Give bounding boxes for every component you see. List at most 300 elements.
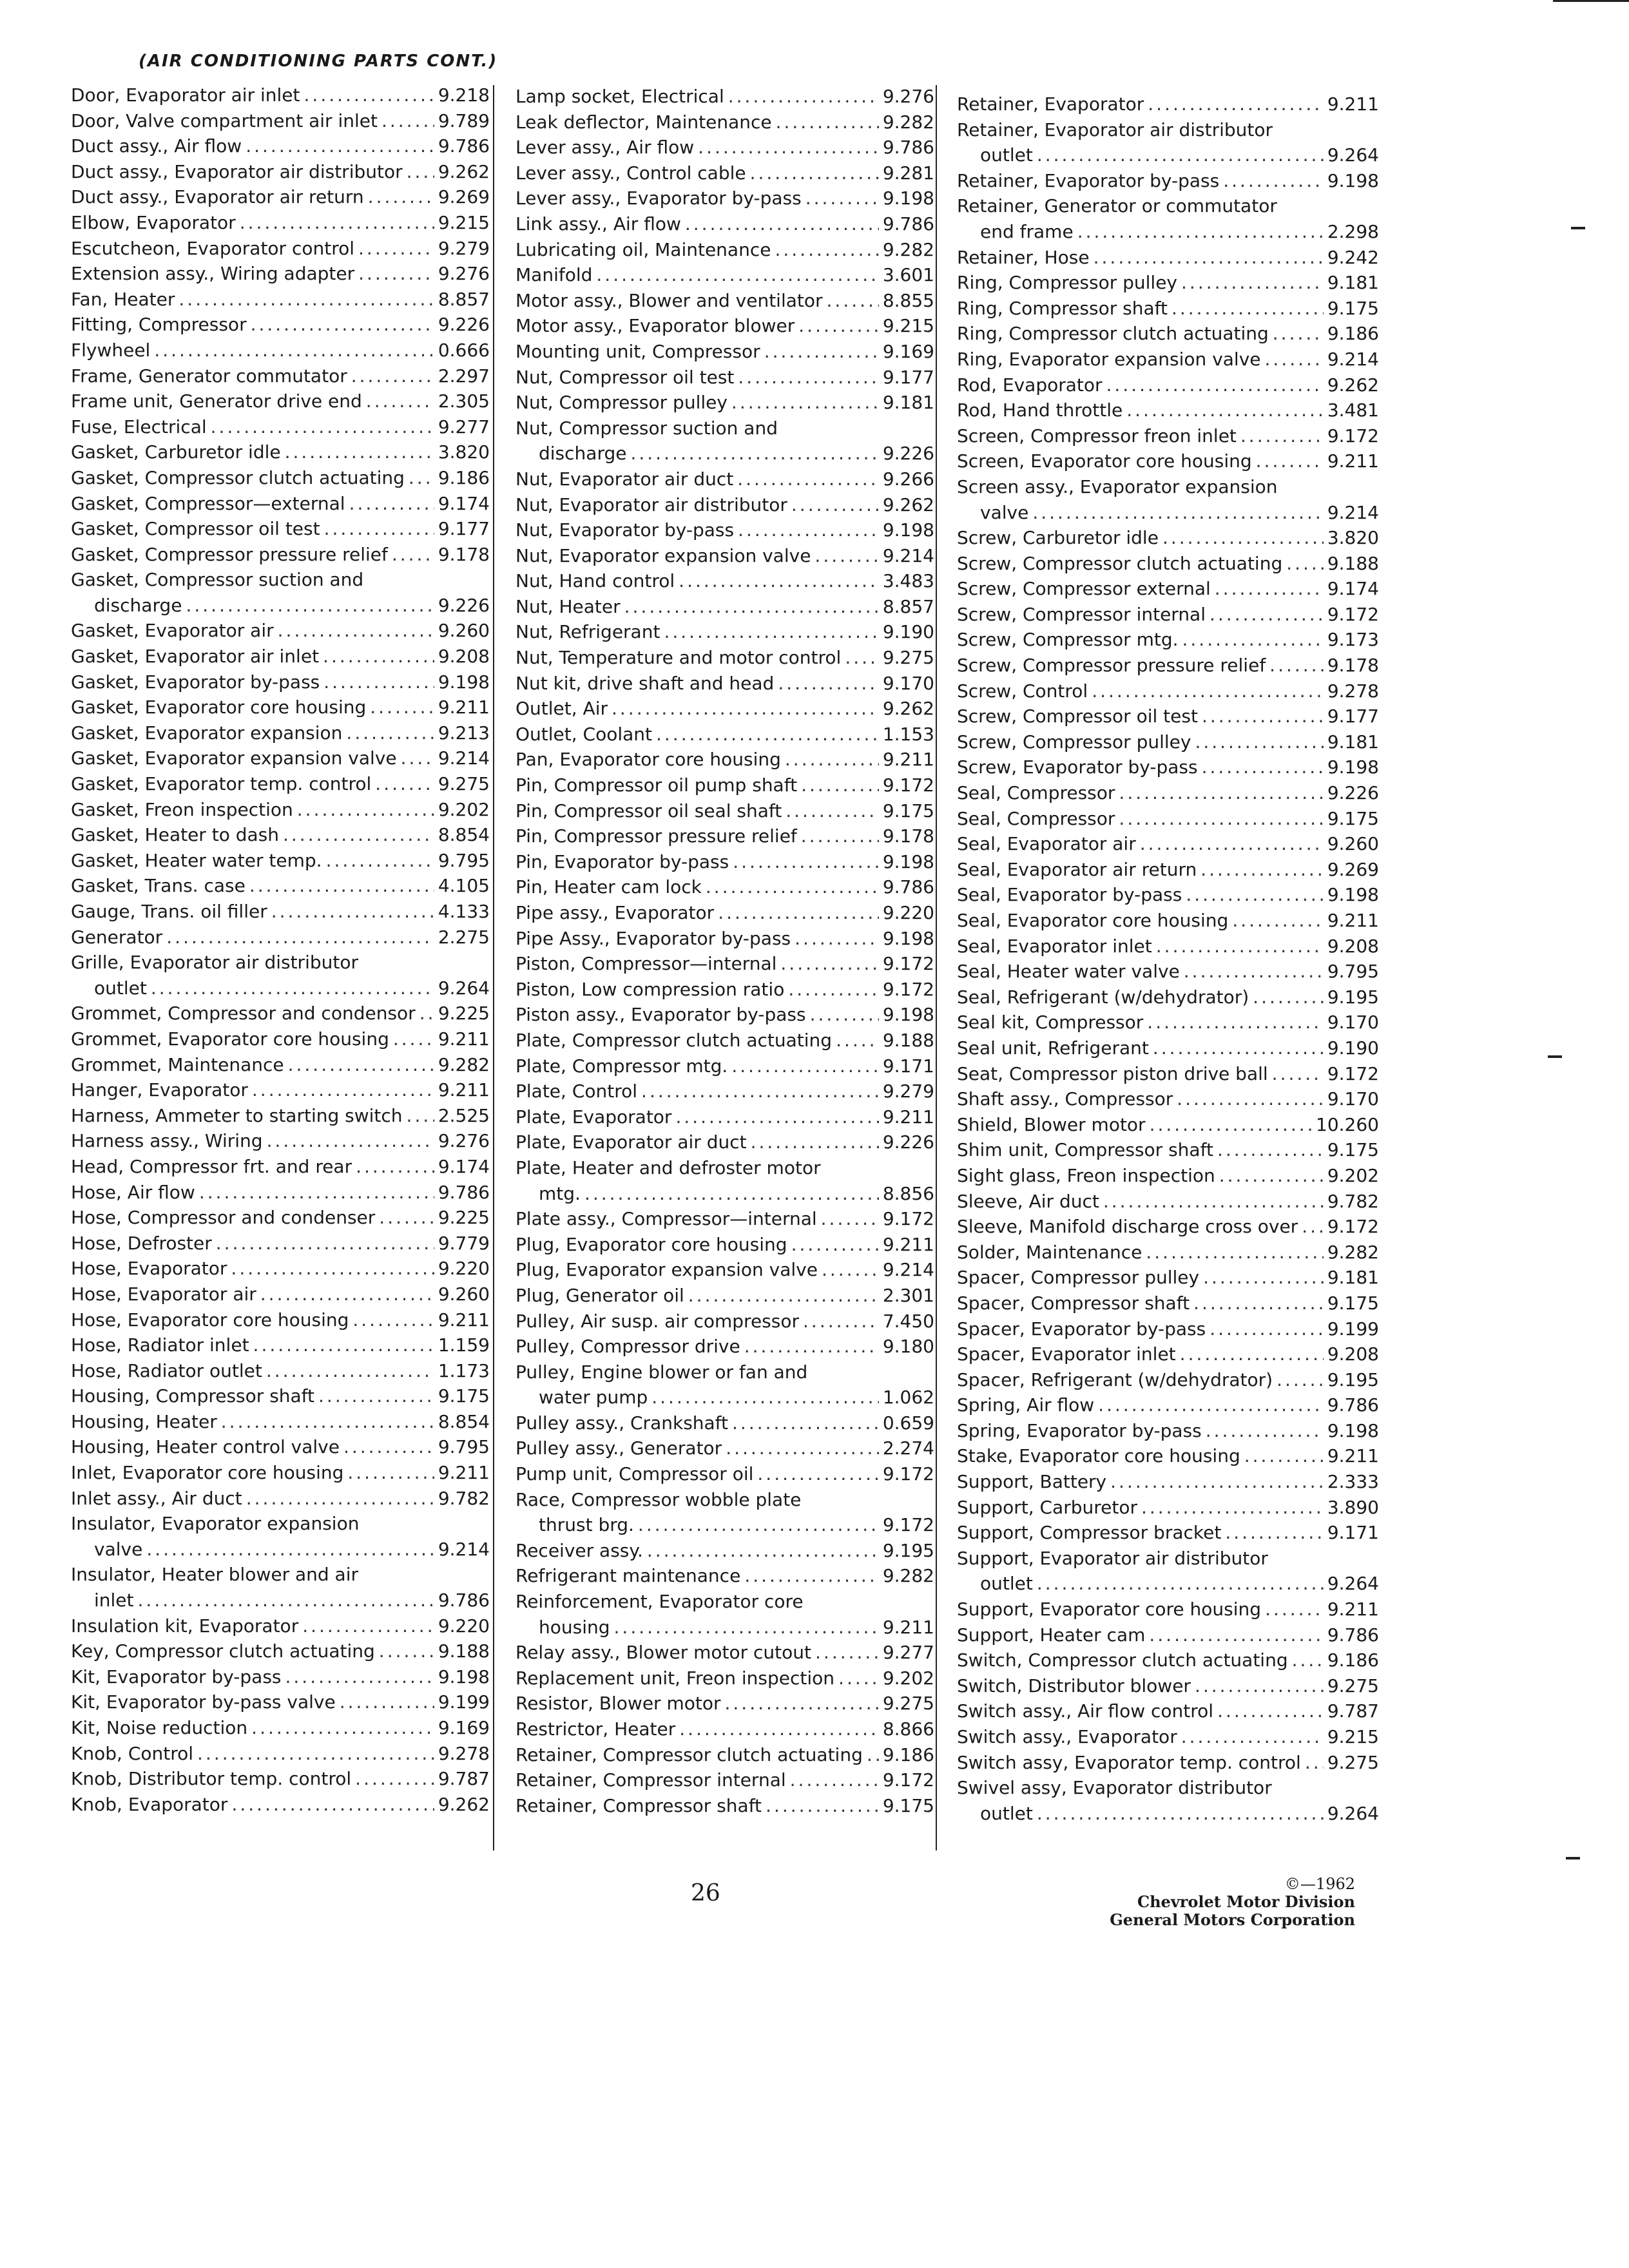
dot-leader	[370, 695, 434, 720]
index-column-1	[71, 82, 490, 1817]
section-reference: 9.175	[882, 1794, 934, 1816]
index-entry	[516, 1002, 934, 1028]
entry-label-continued: outlet	[980, 1802, 1033, 1824]
section-reference: 9.789	[438, 110, 490, 131]
index-entry	[516, 1640, 934, 1666]
section-reference: 9.198	[1327, 884, 1379, 906]
dot-leader	[838, 1666, 879, 1691]
index-entry	[516, 466, 934, 492]
section-reference: 9.281	[882, 162, 934, 184]
index-entry	[957, 321, 1379, 347]
section-reference: 9.174	[1327, 578, 1379, 600]
section-reference: 2.275	[438, 926, 490, 948]
dot-leader	[1232, 908, 1324, 934]
dot-leader	[778, 671, 879, 697]
dot-leader	[836, 1028, 879, 1053]
entry-label: Insulation kit, Evaporator	[71, 1615, 299, 1637]
entry-label: Seal, Evaporator by-pass	[957, 884, 1182, 906]
index-entry	[957, 1189, 1379, 1215]
corner-rule	[1553, 0, 1629, 2]
dot-leader	[1171, 296, 1324, 322]
section-reference: 9.188	[882, 1029, 934, 1051]
index-entry	[957, 1724, 1379, 1750]
index-entry	[957, 1061, 1379, 1087]
dot-leader	[685, 211, 879, 237]
section-reference: 9.211	[1327, 1599, 1379, 1620]
index-column-3	[957, 91, 1379, 1826]
index-entry	[957, 168, 1379, 194]
dot-leader	[366, 389, 434, 414]
index-entry	[71, 1180, 490, 1206]
dot-leader	[815, 1640, 879, 1666]
entry-label: Lever assy., Control cable	[516, 162, 746, 184]
entry-label: Grommet, Evaporator core housing	[71, 1028, 389, 1050]
section-reference: 9.198	[882, 519, 934, 541]
dot-leader	[801, 773, 879, 798]
index-entry	[957, 270, 1379, 296]
index-entry	[957, 1010, 1379, 1035]
entry-label: Stake, Evaporator core housing	[957, 1445, 1240, 1467]
entry-label: Grille, Evaporator air distributor	[71, 952, 358, 974]
index-entry	[516, 1079, 934, 1104]
entry-label: Duct assy., Evaporator air distributor	[71, 160, 403, 182]
dot-leader	[1273, 321, 1324, 347]
index-entry	[516, 237, 934, 263]
section-reference: 1.062	[882, 1387, 934, 1408]
section-reference: 4.133	[438, 901, 490, 922]
section-reference: 9.215	[882, 315, 934, 337]
dot-leader	[1037, 142, 1324, 168]
entry-label-continued: inlet	[94, 1590, 134, 1611]
section-reference: 9.211	[438, 697, 490, 718]
index-entry	[957, 1673, 1379, 1699]
entry-label: Plate, Evaporator air duct	[516, 1131, 747, 1153]
section-reference: 9.262	[438, 1793, 490, 1815]
dot-leader	[1240, 423, 1324, 449]
index-entry	[71, 1664, 490, 1690]
entry-label: Hose, Compressor and condenser	[71, 1207, 376, 1229]
dot-leader	[352, 1307, 434, 1333]
index-entry	[516, 416, 934, 466]
entry-label: Flywheel	[71, 339, 151, 361]
index-entry	[71, 287, 490, 312]
dot-leader	[251, 1715, 434, 1741]
section-reference: 9.260	[438, 620, 490, 642]
index-entry	[957, 423, 1379, 449]
dot-leader	[738, 365, 878, 390]
dot-leader	[1140, 831, 1324, 857]
entry-label: Grommet, Maintenance	[71, 1053, 284, 1075]
section-reference: 9.278	[1327, 680, 1379, 702]
section-reference: 9.226	[438, 314, 490, 336]
section-reference: 9.173	[1327, 629, 1379, 651]
entry-label: Leak deflector, Maintenance	[516, 111, 772, 133]
index-entry	[71, 1460, 490, 1486]
entry-label: Gasket, Evaporator core housing	[71, 697, 367, 718]
index-entry	[71, 108, 490, 134]
dot-leader	[1292, 1648, 1324, 1673]
entry-label: Retainer, Evaporator by-pass	[957, 169, 1220, 191]
entry-label: Switch assy, Evaporator temp. control	[957, 1751, 1301, 1773]
entry-label: Hose, Evaporator	[71, 1258, 227, 1280]
entry-label: Gasket, Evaporator expansion valve	[71, 747, 397, 769]
dot-leader	[1110, 1469, 1324, 1495]
dot-leader	[1119, 780, 1323, 806]
dot-leader	[1146, 1240, 1324, 1265]
entry-label: Pan, Evaporator core housing	[516, 749, 781, 771]
dot-leader	[381, 108, 434, 134]
section-reference: 9.264	[1327, 1573, 1379, 1595]
entry-label: Seal, Evaporator air	[957, 833, 1136, 855]
index-entry	[71, 822, 490, 848]
section-reference: 9.175	[1327, 1292, 1379, 1314]
dot-leader	[744, 1334, 879, 1360]
dot-leader	[638, 1512, 879, 1538]
index-entry	[71, 1613, 490, 1639]
section-reference: 9.275	[1327, 1675, 1379, 1696]
section-reference: 9.211	[1327, 450, 1379, 472]
section-reference: 9.275	[438, 773, 490, 795]
dot-leader	[151, 975, 434, 1001]
entry-label: Inlet assy., Air duct	[71, 1487, 242, 1509]
margin-tick	[1566, 1857, 1580, 1860]
index-entry	[516, 1538, 934, 1564]
index-entry	[71, 338, 490, 363]
dot-leader	[1223, 168, 1324, 194]
index-entry	[957, 245, 1379, 271]
dot-leader	[216, 1231, 434, 1256]
entry-label: Gasket, Compressor pressure relief	[71, 543, 388, 565]
index-entry	[957, 1546, 1379, 1597]
entry-label: Elbow, Evaporator	[71, 211, 236, 233]
section-reference: 9.782	[438, 1487, 490, 1509]
section-reference: 9.795	[1327, 961, 1379, 983]
section-reference: 3.890	[1327, 1496, 1379, 1518]
dot-leader	[1181, 270, 1324, 296]
section-reference: 9.786	[438, 1181, 490, 1203]
dot-leader	[266, 1358, 434, 1384]
corporation-line: General Motors Corporation	[1110, 1910, 1355, 1929]
section-reference: 9.202	[438, 798, 490, 820]
entry-label: Screw, Compressor pulley	[957, 731, 1191, 753]
index-entry	[516, 1487, 934, 1538]
entry-label: Pin, Heater cam lock	[516, 876, 702, 898]
dot-leader	[614, 1615, 879, 1640]
dot-leader	[764, 339, 879, 365]
dot-leader	[240, 210, 434, 236]
section-reference: 9.181	[1327, 272, 1379, 294]
entry-label: Kit, Evaporator by-pass valve	[71, 1691, 336, 1713]
section-reference: 9.213	[438, 722, 490, 744]
entry-label: Frame, Generator commutator	[71, 365, 347, 387]
dot-leader	[1256, 448, 1324, 474]
section-reference: 9.172	[882, 1514, 934, 1536]
section-reference: 9.188	[1327, 552, 1379, 574]
index-entry	[71, 210, 490, 236]
dot-leader	[815, 543, 878, 569]
index-entry	[957, 296, 1379, 322]
section-reference: 9.195	[1327, 986, 1379, 1008]
entry-label: Resistor, Blower motor	[516, 1693, 721, 1715]
margin-tick	[1548, 1055, 1562, 1058]
index-entry	[516, 1104, 934, 1130]
section-reference: 9.276	[882, 86, 934, 107]
index-entry	[71, 1434, 490, 1460]
index-entry	[71, 159, 490, 185]
entry-label: Rod, Evaporator	[957, 374, 1103, 396]
index-entry	[516, 1666, 934, 1691]
index-entry	[516, 1232, 934, 1258]
dot-leader	[1272, 1061, 1324, 1087]
dot-leader	[1286, 551, 1324, 577]
index-entry	[71, 1001, 490, 1026]
index-entry	[516, 365, 934, 390]
section-reference: 9.190	[1327, 1037, 1379, 1059]
entry-label: Replacement unit, Freon inspection	[516, 1667, 835, 1689]
section-reference: 9.198	[1327, 756, 1379, 778]
index-entry	[957, 1443, 1379, 1469]
index-entry	[957, 1775, 1379, 1826]
dot-leader	[221, 1409, 434, 1435]
entry-label: Housing, Heater	[71, 1410, 217, 1432]
entry-label: Gasket, Trans. case	[71, 875, 246, 897]
entry-label: Gasket, Evaporator air	[71, 620, 274, 642]
section-reference: 9.211	[882, 749, 934, 771]
dot-leader	[791, 1232, 879, 1258]
section-reference: 2.305	[438, 390, 490, 412]
index-entry	[71, 669, 490, 695]
section-reference: 9.214	[1327, 501, 1379, 523]
entry-label: Gasket, Compressor suction and	[71, 569, 364, 591]
entry-label-continued: housing	[539, 1616, 610, 1638]
index-entry	[957, 372, 1379, 398]
index-entry	[957, 398, 1379, 423]
section-reference: 9.786	[1327, 1624, 1379, 1646]
entry-label: Insulator, Evaporator expansion	[71, 1513, 360, 1535]
section-reference: 9.278	[438, 1742, 490, 1764]
index-entry	[71, 1103, 490, 1129]
index-entry	[71, 491, 490, 517]
dot-leader	[1094, 245, 1324, 271]
index-entry	[957, 1240, 1379, 1265]
entry-label: Nut, Hand control	[516, 570, 675, 592]
entry-label: Switch assy., Evaporator	[957, 1726, 1177, 1747]
dot-leader	[1148, 91, 1324, 117]
dot-leader	[318, 1383, 434, 1409]
dot-leader	[1177, 1086, 1324, 1112]
index-entry	[71, 567, 490, 618]
entry-label: Gauge, Trans. oil filler	[71, 901, 267, 922]
index-entry	[957, 1648, 1379, 1673]
dot-leader	[356, 1154, 434, 1180]
dot-leader	[1156, 934, 1324, 959]
entry-label: Sleeve, Manifold discharge cross over	[957, 1216, 1298, 1238]
index-entry	[957, 857, 1379, 883]
index-entry	[516, 1461, 934, 1487]
dot-leader	[358, 236, 434, 262]
entry-label: Screw, Evaporator by-pass	[957, 756, 1198, 778]
index-entry	[71, 1486, 490, 1512]
dot-leader	[679, 568, 879, 594]
index-entry	[71, 618, 490, 644]
dot-leader	[733, 849, 879, 875]
dot-leader	[1037, 1801, 1324, 1827]
index-entry	[516, 1283, 934, 1309]
dot-leader	[867, 1742, 879, 1768]
dot-leader	[679, 1716, 879, 1742]
section-reference: 2.274	[882, 1437, 934, 1459]
index-entry	[957, 1392, 1379, 1418]
section-reference: 8.857	[882, 595, 934, 617]
section-reference: 9.174	[438, 492, 490, 514]
section-reference: 9.172	[1327, 1062, 1379, 1084]
dot-leader	[285, 1664, 434, 1690]
dot-leader	[737, 466, 879, 492]
dot-leader	[827, 288, 879, 314]
dot-leader	[326, 848, 434, 874]
section-reference: 9.214	[438, 1538, 490, 1560]
section-reference: 9.266	[882, 468, 934, 490]
dot-leader	[664, 619, 878, 645]
section-reference: 9.208	[1327, 935, 1379, 957]
index-entry	[516, 1716, 934, 1742]
section-reference: 9.795	[438, 1436, 490, 1458]
dot-leader	[392, 542, 434, 568]
dot-leader	[358, 261, 434, 287]
dot-leader	[1225, 1520, 1324, 1546]
section-reference: 9.214	[1327, 348, 1379, 370]
margin-tick	[1571, 227, 1585, 229]
section-reference: 9.208	[438, 646, 490, 668]
dot-leader	[822, 1257, 879, 1283]
index-entry	[957, 1520, 1379, 1546]
entry-label: Harness assy., Wiring	[71, 1130, 263, 1152]
index-entry	[957, 985, 1379, 1010]
entry-label: Head, Compressor frt. and rear	[71, 1155, 352, 1177]
section-reference: 9.279	[438, 237, 490, 259]
section-reference: 9.786	[438, 135, 490, 157]
entry-label: Kit, Evaporator by-pass	[71, 1666, 282, 1687]
entry-label: Plate assy., Compressor—internal	[516, 1208, 817, 1230]
section-reference: 9.172	[882, 1769, 934, 1791]
entry-label-continued: discharge	[539, 443, 627, 465]
index-entry	[516, 160, 934, 186]
entry-label: Screw, Compressor clutch actuating	[957, 552, 1283, 574]
index-entry	[516, 823, 934, 849]
dot-leader	[1182, 627, 1324, 653]
dot-leader	[1153, 1035, 1324, 1061]
dot-leader	[1200, 857, 1324, 883]
index-entry	[516, 1691, 934, 1716]
entry-label: Retainer, Evaporator air distributor	[957, 119, 1273, 140]
index-entry	[957, 193, 1379, 244]
dot-leader	[409, 465, 434, 491]
section-reference: 9.275	[882, 647, 934, 669]
index-entry	[516, 747, 934, 773]
entry-label: Pulley assy., Generator	[516, 1437, 722, 1459]
entry-label: Hose, Air flow	[71, 1181, 195, 1203]
index-entry	[516, 186, 934, 211]
index-entry	[516, 1767, 934, 1793]
dot-leader	[1150, 1112, 1312, 1138]
index-entry	[957, 959, 1379, 985]
entry-label: Key, Compressor clutch actuating	[71, 1640, 375, 1662]
section-reference: 9.171	[1327, 1522, 1379, 1544]
entry-label: Knob, Evaporator	[71, 1793, 228, 1815]
index-entry	[71, 184, 490, 210]
column-divider	[936, 85, 937, 1850]
entry-label: Seal, Compressor	[957, 807, 1115, 829]
index-entry	[71, 1231, 490, 1256]
entry-label: Fitting, Compressor	[71, 314, 247, 336]
entry-label: Switch, Compressor clutch actuating	[957, 1649, 1288, 1671]
index-entry	[516, 288, 934, 314]
section-reference: 9.282	[882, 111, 934, 133]
section-reference: 9.211	[438, 1028, 490, 1050]
dot-leader	[1119, 806, 1323, 832]
section-reference: 9.226	[882, 443, 934, 465]
dot-leader	[407, 1103, 434, 1129]
index-entry	[957, 1163, 1379, 1189]
entry-label: Support, Heater cam	[957, 1624, 1146, 1646]
dot-leader	[706, 874, 879, 900]
dot-leader	[199, 1180, 434, 1206]
section-reference: 2.301	[882, 1284, 934, 1306]
entry-label: Harness, Ammeter to starting switch	[71, 1104, 403, 1126]
dot-leader	[698, 135, 879, 160]
index-entry	[516, 110, 934, 135]
index-entry	[957, 1750, 1379, 1776]
entry-label: Seal, Compressor	[957, 782, 1115, 804]
section-reference: 9.170	[1327, 1088, 1379, 1110]
entry-label: Sight glass, Freon inspection	[957, 1164, 1215, 1186]
index-entry	[957, 1698, 1379, 1724]
index-entry	[71, 1715, 490, 1741]
entry-label: Pulley assy., Crankshaft	[516, 1412, 729, 1434]
index-entry	[516, 135, 934, 160]
section-reference: 9.787	[438, 1768, 490, 1790]
dot-leader	[246, 133, 434, 159]
entry-label: Refrigerant maintenance	[516, 1565, 741, 1587]
dot-leader	[750, 160, 879, 186]
index-entry	[71, 261, 490, 287]
entry-label: Generator	[71, 926, 163, 948]
entry-label: Plate, Compressor clutch actuating	[516, 1029, 833, 1051]
entry-label: Screw, Carburetor idle	[957, 527, 1159, 549]
index-entry	[516, 722, 934, 747]
dot-leader	[355, 1766, 434, 1792]
dot-leader	[757, 1461, 878, 1487]
dot-leader	[1195, 729, 1323, 755]
dot-leader	[401, 745, 434, 771]
section-reference: 9.211	[882, 1616, 934, 1638]
dot-leader	[368, 184, 434, 210]
index-entry	[516, 390, 934, 416]
section-reference: 9.218	[438, 84, 490, 106]
entry-label: Spacer, Compressor shaft	[957, 1292, 1190, 1314]
entry-label: Seal, Heater water valve	[957, 961, 1180, 983]
section-reference: 8.856	[882, 1182, 934, 1204]
index-entry	[71, 720, 490, 746]
index-entry	[516, 773, 934, 798]
entry-label: Retainer, Compressor internal	[516, 1769, 786, 1791]
index-entry	[516, 1206, 934, 1232]
dot-leader	[647, 1538, 879, 1564]
section-reference: 9.214	[882, 544, 934, 566]
section-reference: 9.786	[438, 1590, 490, 1611]
entry-label-continued: valve	[980, 501, 1029, 523]
index-entry	[957, 1291, 1379, 1316]
